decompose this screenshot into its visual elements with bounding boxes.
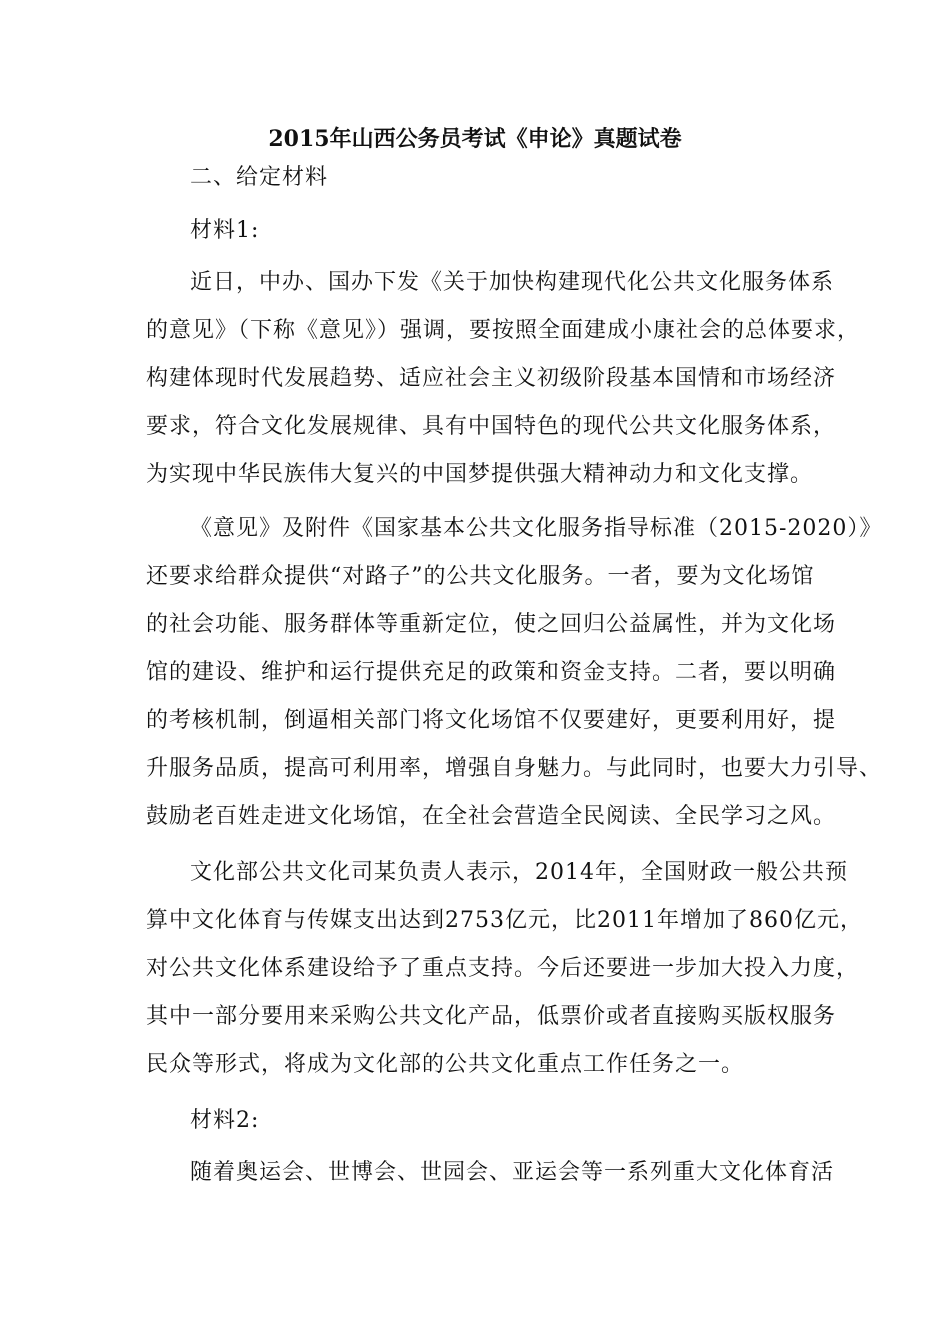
paragraph-line: 鼓励老百姓走进文化场馆，在全社会营造全民阅读、全民学习之风。: [146, 804, 837, 829]
paragraph-line: 构建体现时代发展趋势、适应社会主义初级阶段基本国情和市场经济: [146, 366, 837, 391]
paragraph-line: 《意见》及附件《国家基本公共文化服务指导标准（2015-2020）》: [190, 516, 883, 541]
paragraph-line: 民众等形式，将成为文化部的公共文化重点工作任务之一。: [146, 1052, 745, 1077]
paragraph-line: 的意见》（下称《意见》）强调，要按照全面建成小康社会的总体要求，: [146, 318, 861, 343]
paragraph-line: 近日，中办、国办下发《关于加快构建现代化公共文化服务体系: [190, 270, 835, 295]
paragraph-line: 对公共文化体系建设给予了重点支持。今后还要进一步加大投入力度，: [146, 956, 860, 981]
material-label: 材料1:: [190, 218, 260, 243]
paragraph-line: 文化部公共文化司某负责人表示，2014年，全国财政一般公共预: [190, 860, 848, 885]
paragraph-line: 要求，符合文化发展规律、具有中国特色的现代公共文化服务体系，: [146, 414, 837, 439]
paragraph-line: 的社会功能、服务群体等重新定位，使之回归公益属性，并为文化场: [146, 612, 837, 637]
paragraph-line: 随着奥运会、世博会、世园会、亚运会等一系列重大文化体育活: [190, 1160, 835, 1185]
material-label: 材料2:: [190, 1108, 260, 1133]
paragraph-line: 还要求给群众提供“对路子”的公共文化服务。一者，要为文化场馆: [146, 564, 815, 589]
paragraph-line: 升服务品质，提高可利用率，增强自身魅力。与此同时，也要大力引导、: [146, 756, 883, 781]
section-heading: 二、给定材料: [190, 165, 329, 190]
paragraph-line: 的考核机制，倒逼相关部门将文化场馆不仅要建好，更要利用好，提: [146, 708, 837, 733]
paragraph-line: 算中文化体育与传媒支出达到2753亿元，比2011年增加了860亿元，: [146, 908, 863, 933]
paragraph-line: 为实现中华民族伟大复兴的中国梦提供强大精神动力和文化支撑。: [146, 462, 814, 487]
paragraph-line: 其中一部分要用来采购公共文化产品，低票价或者直接购买版权服务: [146, 1004, 837, 1029]
page-title: 2015年山西公务员考试《申论》真题试卷: [268, 126, 682, 152]
paragraph-line: 馆的建设、维护和运行提供充足的政策和资金支持。二者，要以明确: [146, 660, 837, 685]
